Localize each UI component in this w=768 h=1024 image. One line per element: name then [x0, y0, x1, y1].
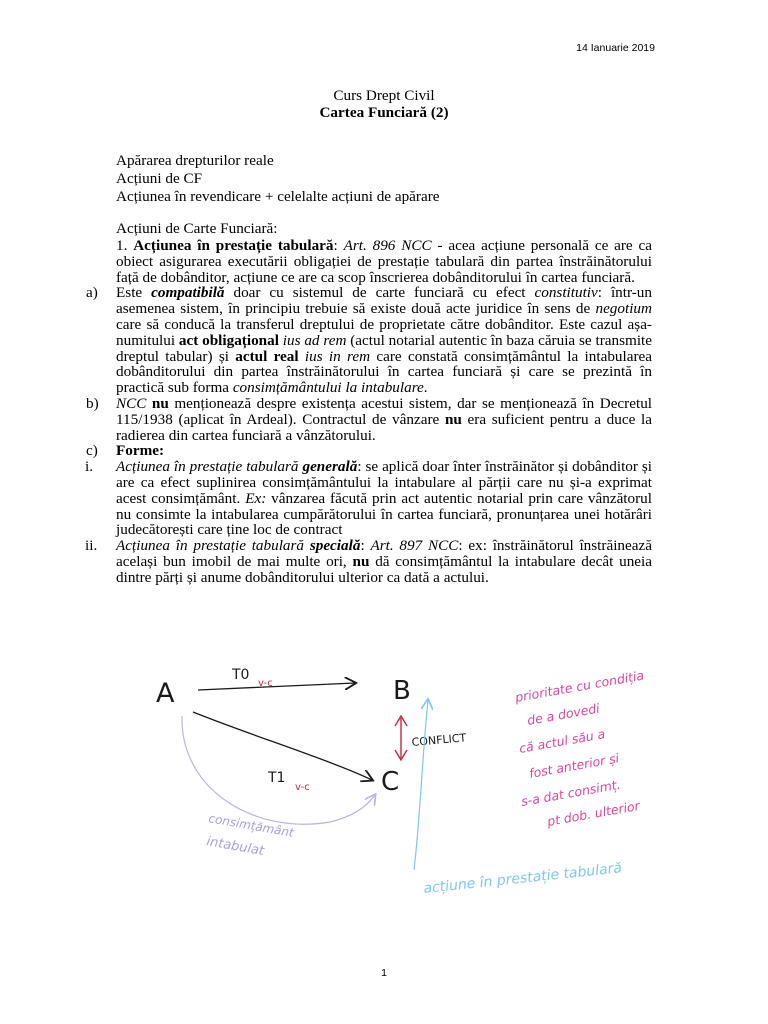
text-span: dă consimțământul la intabulare decât uneia dintre părți și anume dobânditorului ulterior ca dată a actului.: [116, 552, 652, 586]
t0-sub-label: v-c: [258, 678, 273, 689]
term-ius-in-rem: ius in rem: [304, 347, 371, 365]
intro-line: Apărarea drepturilor reale: [116, 152, 274, 169]
text-span: doar cu sistemul de carte funciară cu efect: [224, 284, 535, 302]
term-generala: generală: [302, 458, 358, 476]
intro-list: [116, 153, 440, 207]
pink-note: [513, 668, 645, 830]
subject-title: Cartea Funciară (2): [319, 104, 449, 121]
text-span: :: [360, 537, 371, 555]
consent-label: consimțământ: [207, 811, 295, 840]
page-number: 1: [381, 967, 387, 979]
pink-line-1: prioritate cu condiția: [513, 667, 646, 705]
item-1-colon: :: [333, 237, 344, 254]
term-ncc: NCC: [116, 394, 147, 412]
pink-line-4: fost anterior și: [527, 750, 621, 781]
item-a-marker: a): [86, 284, 98, 302]
text-span: : într-un asemenea sistem, în principiu trebuie să existe două acte juridice în sens de: [116, 284, 652, 318]
pink-line-3: că actul său a: [517, 726, 607, 756]
arrow-a-to-b: [198, 683, 355, 690]
main-content: [85, 220, 653, 586]
intro-line: Acțiuni de CF: [116, 170, 203, 187]
t1-label: T1: [268, 770, 286, 786]
node-b-label: B: [393, 676, 411, 706]
term-act-real: actul real: [235, 347, 299, 365]
text-span: (actul notarial autentic în baza căruia se transmite dreptul tabular) și: [116, 331, 653, 365]
item-c-marker: c): [86, 442, 98, 460]
text-span: : se aplică doar înter înstrăinător și dobânditor și are ca efect suplinirea consimțământului la intabulare al părții care nu și-a exprimat acest consimțământ.: [116, 458, 653, 507]
text-span: vânzarea făcută prin act autentic notarial prin care vânzătorul nu consimte la intabularea cumpărătorului în cartea funciară, pronunțarea unei hotărâri judecătorești care ține loc de contract: [116, 489, 652, 539]
item-c-ii-paragraph: [85, 537, 652, 586]
term-ex: Ex:: [245, 489, 267, 507]
text-span: Acțiunea în prestație tabulară: [116, 537, 310, 555]
text-span: Acțiunea în prestație tabulară: [116, 458, 303, 476]
item-c-i-paragraph: [85, 458, 653, 539]
item-1-paragraph: [116, 238, 652, 285]
item-c-paragraph: [86, 442, 652, 460]
forme-label: Forme:: [116, 442, 165, 460]
t0-label: T0: [232, 667, 250, 683]
course-title: Curs Drept Civil: [333, 87, 435, 104]
conflict-label: CONFLICT: [411, 731, 467, 749]
item-ii-marker: ii.: [85, 537, 98, 555]
consent-label-2: intabulat: [205, 834, 266, 860]
term-nu: nu: [151, 394, 169, 412]
item-b-paragraph: [86, 394, 653, 444]
item-1-label: Acțiunea în prestație tabulară: [133, 237, 334, 254]
text-span: care constată consimțământul la intabularea dobânditorului din partea înstrăinătorului în cartea funciară și care se prezintă în practică sub forma: [116, 347, 653, 397]
item-1-number: 1.: [116, 237, 128, 254]
pink-line-2: de a dovedi: [525, 700, 601, 728]
blue-note: acțiune în prestație tabulară: [422, 860, 623, 897]
term-constitutiv: constitutiv: [534, 284, 598, 302]
item-1-text: - acea acțiune personală ce are ca obiect asigurarea executării obligației de prestație tabulară din partea înstrăinătorului față de dobânditor, acțiune ce are ca scop înscrierea dobânditorului în cartea funciară.: [116, 237, 652, 286]
term-nu: nu: [352, 552, 370, 570]
term-nu: nu: [444, 410, 462, 428]
item-1-article: Art. 896 NCC: [343, 237, 432, 254]
item-a-paragraph: [86, 284, 653, 397]
text-span: era suficient pentru a duce la radierea din cartea funciară a vânzătorului.: [116, 410, 652, 444]
header-date: 14 Ianuarie 2019: [576, 42, 655, 54]
text-span: menționează despre existența acestui sistem, dar se menționează în Decretul 115/1938 (aplicat în Ardeal). Contractul de vânzare: [116, 394, 653, 428]
term-compatibila: compatibilă: [151, 284, 225, 302]
item-b-marker: b): [86, 394, 99, 412]
intro-line: Acțiunea în revendicare + celelalte acțiuni de apărare: [116, 188, 440, 205]
node-c-label: C: [381, 767, 400, 797]
term-negotium: negotium: [595, 300, 652, 318]
pink-line-6: pt dob. ulterior: [545, 797, 641, 829]
term-art-897: Art. 897 NCC: [370, 537, 459, 555]
text-span: .: [423, 379, 428, 397]
text-span: care să conducă la transferul dreptului de proprietate către dobânditor. Este cazul așa-numitului: [116, 315, 652, 349]
text-span: : ex: înstrăinătorul înstrăinează același bun imobil de mai multe ori,: [116, 537, 652, 570]
term-speciala: specială: [309, 537, 361, 555]
term-act-obligational: act obligațional: [178, 331, 279, 349]
item-i-marker: i.: [85, 458, 94, 476]
t1-sub-label: v-c: [295, 782, 310, 793]
title-block: [0, 88, 768, 122]
text-span: Este: [116, 284, 152, 302]
handwritten-diagram: [0, 650, 768, 920]
section-heading: Acțiuni de Carte Funciară:: [116, 220, 278, 237]
blue-arrow-to-b: [414, 700, 428, 870]
term-consimtamant: consimțământului la intabulare: [232, 379, 424, 397]
pink-line-5: s-a dat consimț.: [519, 776, 622, 809]
term-ius-ad-rem: ius ad rem: [282, 331, 347, 349]
node-a-label: A: [156, 678, 175, 709]
